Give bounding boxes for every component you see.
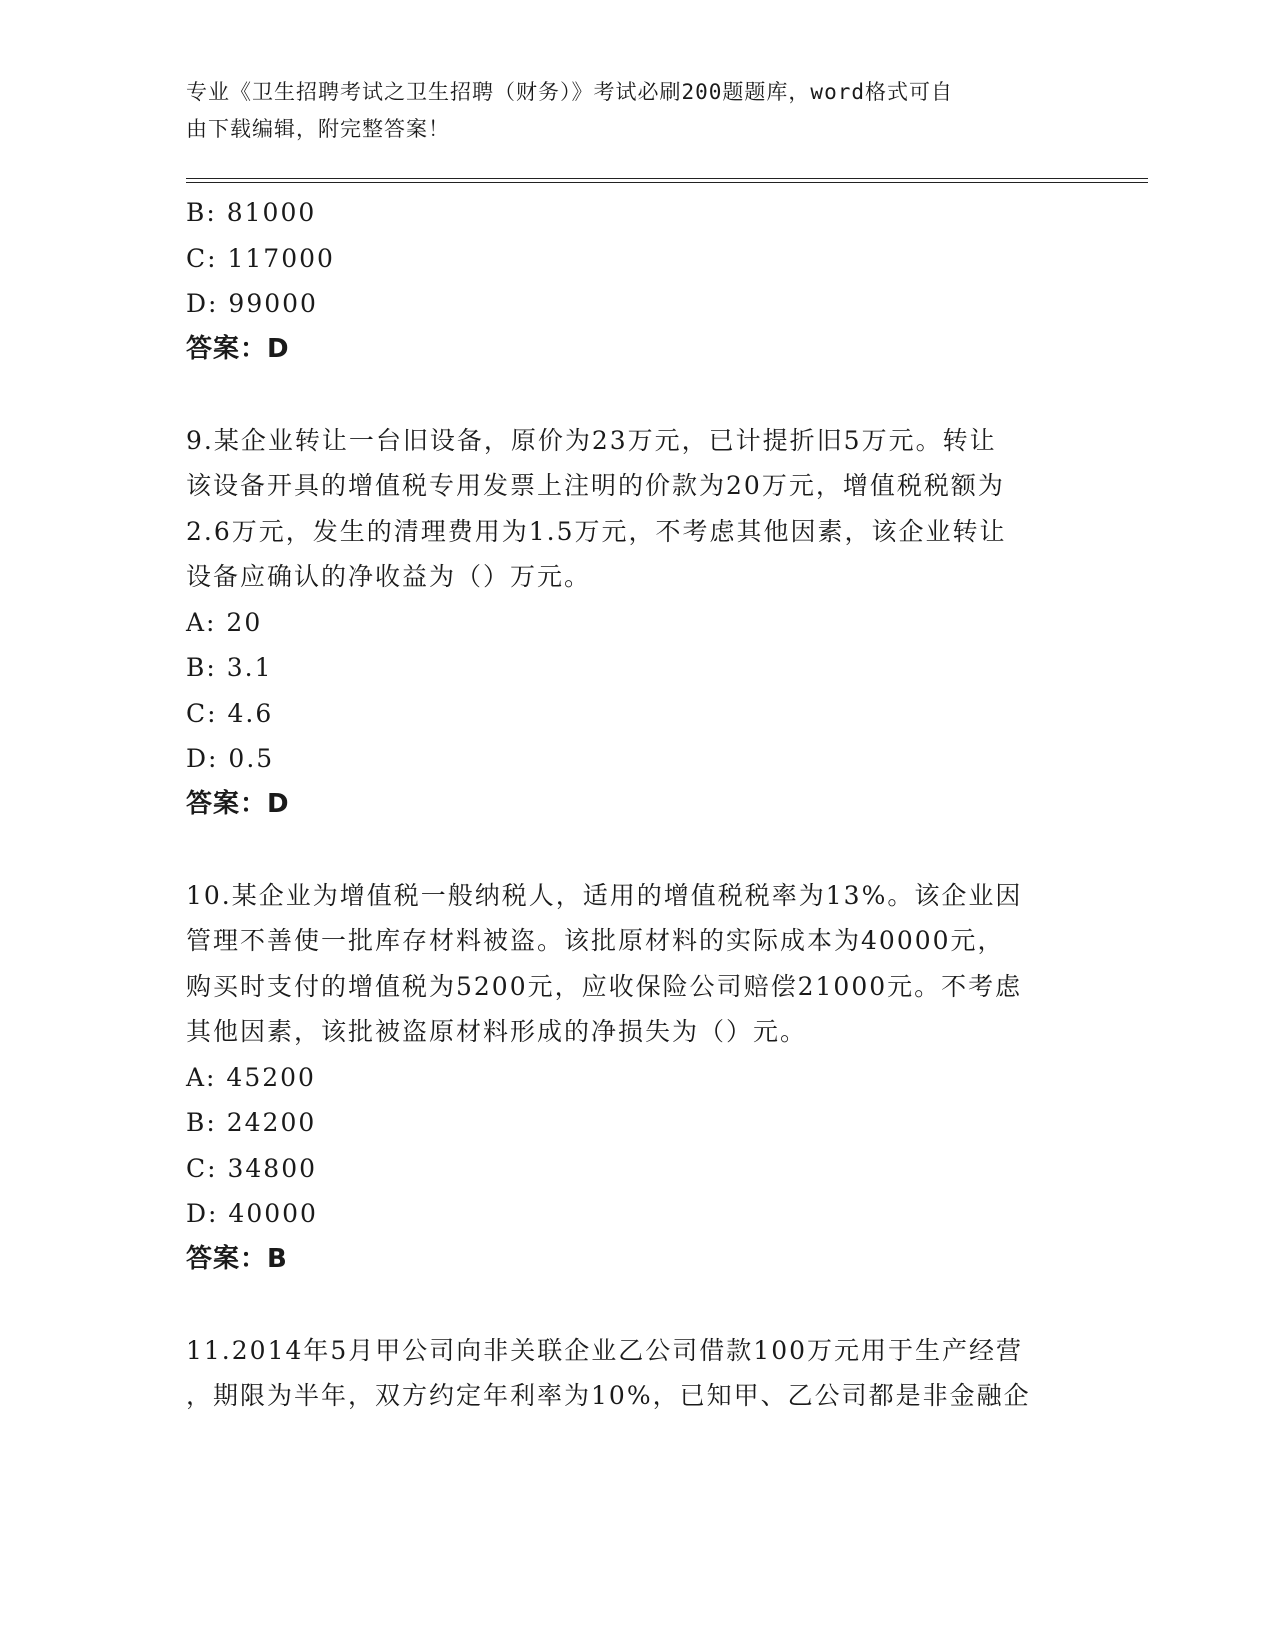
option-c: C: 34800 — [186, 1153, 318, 1183]
question-10 — [186, 873, 1086, 1283]
option-c: C: 4.6 — [186, 698, 274, 728]
question-spacer — [186, 372, 1086, 418]
header-line-2: 由下载编辑，附完整答案！ — [186, 117, 450, 141]
option-a: A: 45200 — [186, 1062, 316, 1092]
document-header — [186, 74, 1066, 148]
option-b: B: 3.1 — [186, 653, 273, 682]
question-stem — [186, 1328, 1086, 1419]
answer-line: 答案：B — [186, 1243, 288, 1274]
option-d: D: 99000 — [186, 289, 318, 318]
header-divider-top — [186, 178, 1148, 179]
stem-line: ，期限为半年，双方约定年利率为10%，已知甲、乙公司都是非金融企 — [186, 1381, 1031, 1410]
header-line-1: 专业《卫生招聘考试之卫生招聘（财务）》考试必刷200题题库，word格式可自 — [186, 80, 953, 104]
question-stem — [186, 418, 1086, 600]
option-c: C: 117000 — [186, 243, 335, 273]
option-b: B: 24200 — [186, 1108, 317, 1137]
answer-line: 答案：D — [186, 788, 290, 819]
header-divider-bottom — [186, 182, 1148, 183]
stem-line: 购买时支付的增值税为5200元，应收保险公司赔偿21000元。不考虑 — [186, 971, 1023, 1001]
question-11 — [186, 1328, 1086, 1419]
stem-line: 9.某企业转让一台旧设备，原价为23万元，已计提折旧5万元。转让 — [186, 425, 997, 455]
question-9 — [186, 418, 1086, 828]
option-d: D: 40000 — [186, 1199, 318, 1228]
answer-line: 答案：D — [186, 333, 290, 364]
stem-line: 2.6万元，发生的清理费用为1.5万元，不考虑其他因素，该企业转让 — [186, 516, 1007, 546]
stem-line: 该设备开具的增值税专用发票上注明的价款为20万元，增值税税额为 — [186, 471, 1005, 500]
question-content — [186, 190, 1086, 1419]
stem-line: 设备应确认的净收益为（）万元。 — [186, 562, 592, 591]
question-stem — [186, 873, 1086, 1055]
option-d: D: 0.5 — [186, 744, 275, 773]
stem-line: 11.2014年5月甲公司向非关联企业乙公司借款100万元用于生产经营 — [186, 1335, 1024, 1365]
option-a: A: 20 — [186, 607, 263, 637]
stem-line: 10.某企业为增值税一般纳税人，适用的增值税税率为13%。该企业因 — [186, 880, 1023, 910]
option-b: B: 81000 — [186, 198, 317, 227]
stem-line: 管理不善使一批库存材料被盗。该批原材料的实际成本为40000元， — [186, 926, 1005, 955]
question-spacer — [186, 1282, 1086, 1328]
question-spacer — [186, 827, 1086, 873]
previous-question-tail — [186, 190, 1086, 372]
stem-line: 其他因素，该批被盗原材料形成的净损失为（）元。 — [186, 1017, 808, 1046]
